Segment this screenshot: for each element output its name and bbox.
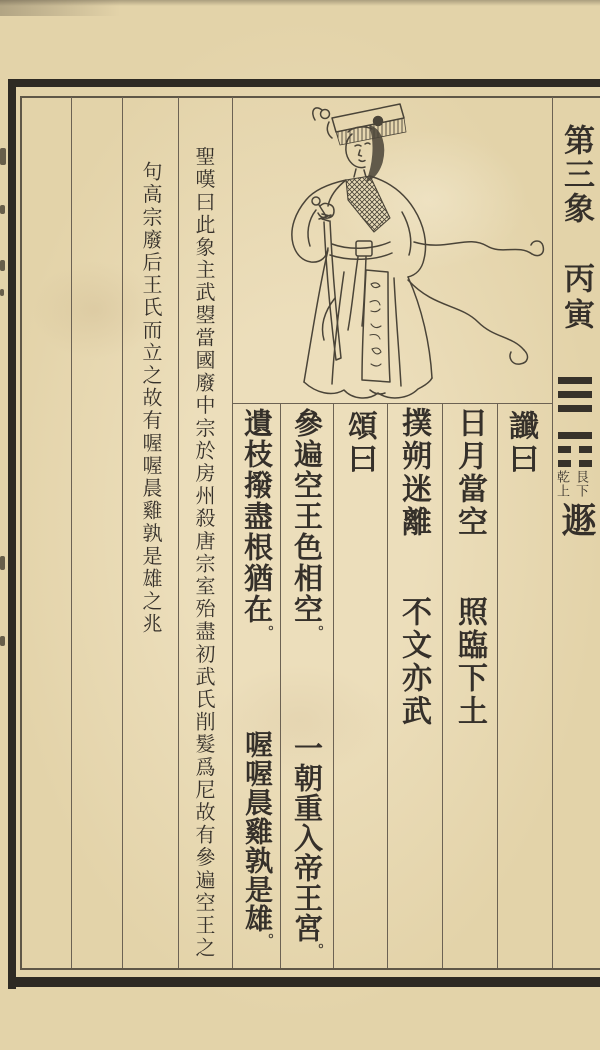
song-line1-top: [290, 408, 324, 639]
period-mark: 。: [308, 943, 324, 957]
margin-ink-mark: [0, 148, 6, 165]
chen-line1-top: 日月當空: [452, 407, 487, 539]
song-line1-top-text: 參遍空王色相空: [290, 408, 324, 625]
trigram-label-lower: 艮下: [573, 470, 588, 498]
hexagram-line-solid: [558, 377, 592, 384]
song-line1-bottom-text: 一朝重入帝王宮: [290, 733, 324, 943]
cycle-label: 丙寅: [558, 262, 594, 334]
hexagram-line-broken: [558, 460, 592, 467]
song-line2-top-text: 遺枝撥盡根猶在: [240, 408, 274, 625]
hexagram-line-solid: [558, 432, 592, 439]
hexagram-line-broken: [558, 446, 592, 453]
scan-corner-shadow: [0, 0, 120, 16]
column-rule: [178, 97, 179, 968]
chen-line2-top: 撲朔迷離: [396, 407, 431, 539]
commentary-column-right: 聖嘆曰此象主武曌當國廢中宗於房州殺唐宗室殆盡初武氏削髮爲尼故有參遍空王之: [192, 146, 216, 960]
margin-ink-mark: [0, 260, 5, 271]
margin-ink-mark: [0, 636, 5, 646]
hexagram-line-solid: [558, 391, 592, 398]
song-line2-top: [240, 408, 274, 639]
song-line2-bottom: [241, 730, 274, 947]
column-rule: [497, 403, 498, 968]
margin-ink-mark: [0, 289, 4, 296]
inner-rule-bottom: [20, 968, 600, 970]
chen-header: 讖曰: [503, 410, 538, 476]
column-rule: [333, 403, 334, 968]
column-rule: [552, 97, 553, 968]
period-mark: 。: [308, 625, 324, 639]
trigram-label-upper: 乾上: [554, 470, 569, 498]
frame-top: [8, 79, 600, 87]
frame-left: [8, 79, 16, 989]
column-rule: [280, 403, 281, 968]
series-title: 第三象: [558, 124, 594, 226]
chen-line2-bottom: 不文亦武: [396, 596, 431, 728]
period-mark: 。: [258, 625, 274, 639]
song-line2-bottom-text: 喔喔晨雞孰是雄: [241, 730, 274, 933]
frame-bottom: [8, 977, 600, 987]
wu-zetian-illustration: [232, 92, 552, 404]
period-mark: 。: [258, 933, 274, 947]
hexagram-line-solid: [558, 405, 592, 412]
column-rule: [122, 97, 123, 968]
margin-ink-mark: [0, 205, 5, 214]
commentary-column-left: 句高宗廢后王氏而立之故有喔喔晨雞孰是雄之兆: [139, 161, 163, 636]
column-rule: [442, 403, 443, 968]
inner-rule-left: [20, 96, 22, 970]
song-header: 頌曰: [342, 410, 377, 476]
margin-ink-mark: [0, 556, 5, 570]
hexagram-name: 遯: [556, 502, 597, 537]
column-rule: [71, 97, 72, 968]
song-line1-bottom: [290, 733, 324, 957]
hexagram-dun-symbol: [558, 377, 592, 474]
chen-line1-bottom: 照臨下土: [452, 596, 487, 728]
column-rule: [387, 403, 388, 968]
